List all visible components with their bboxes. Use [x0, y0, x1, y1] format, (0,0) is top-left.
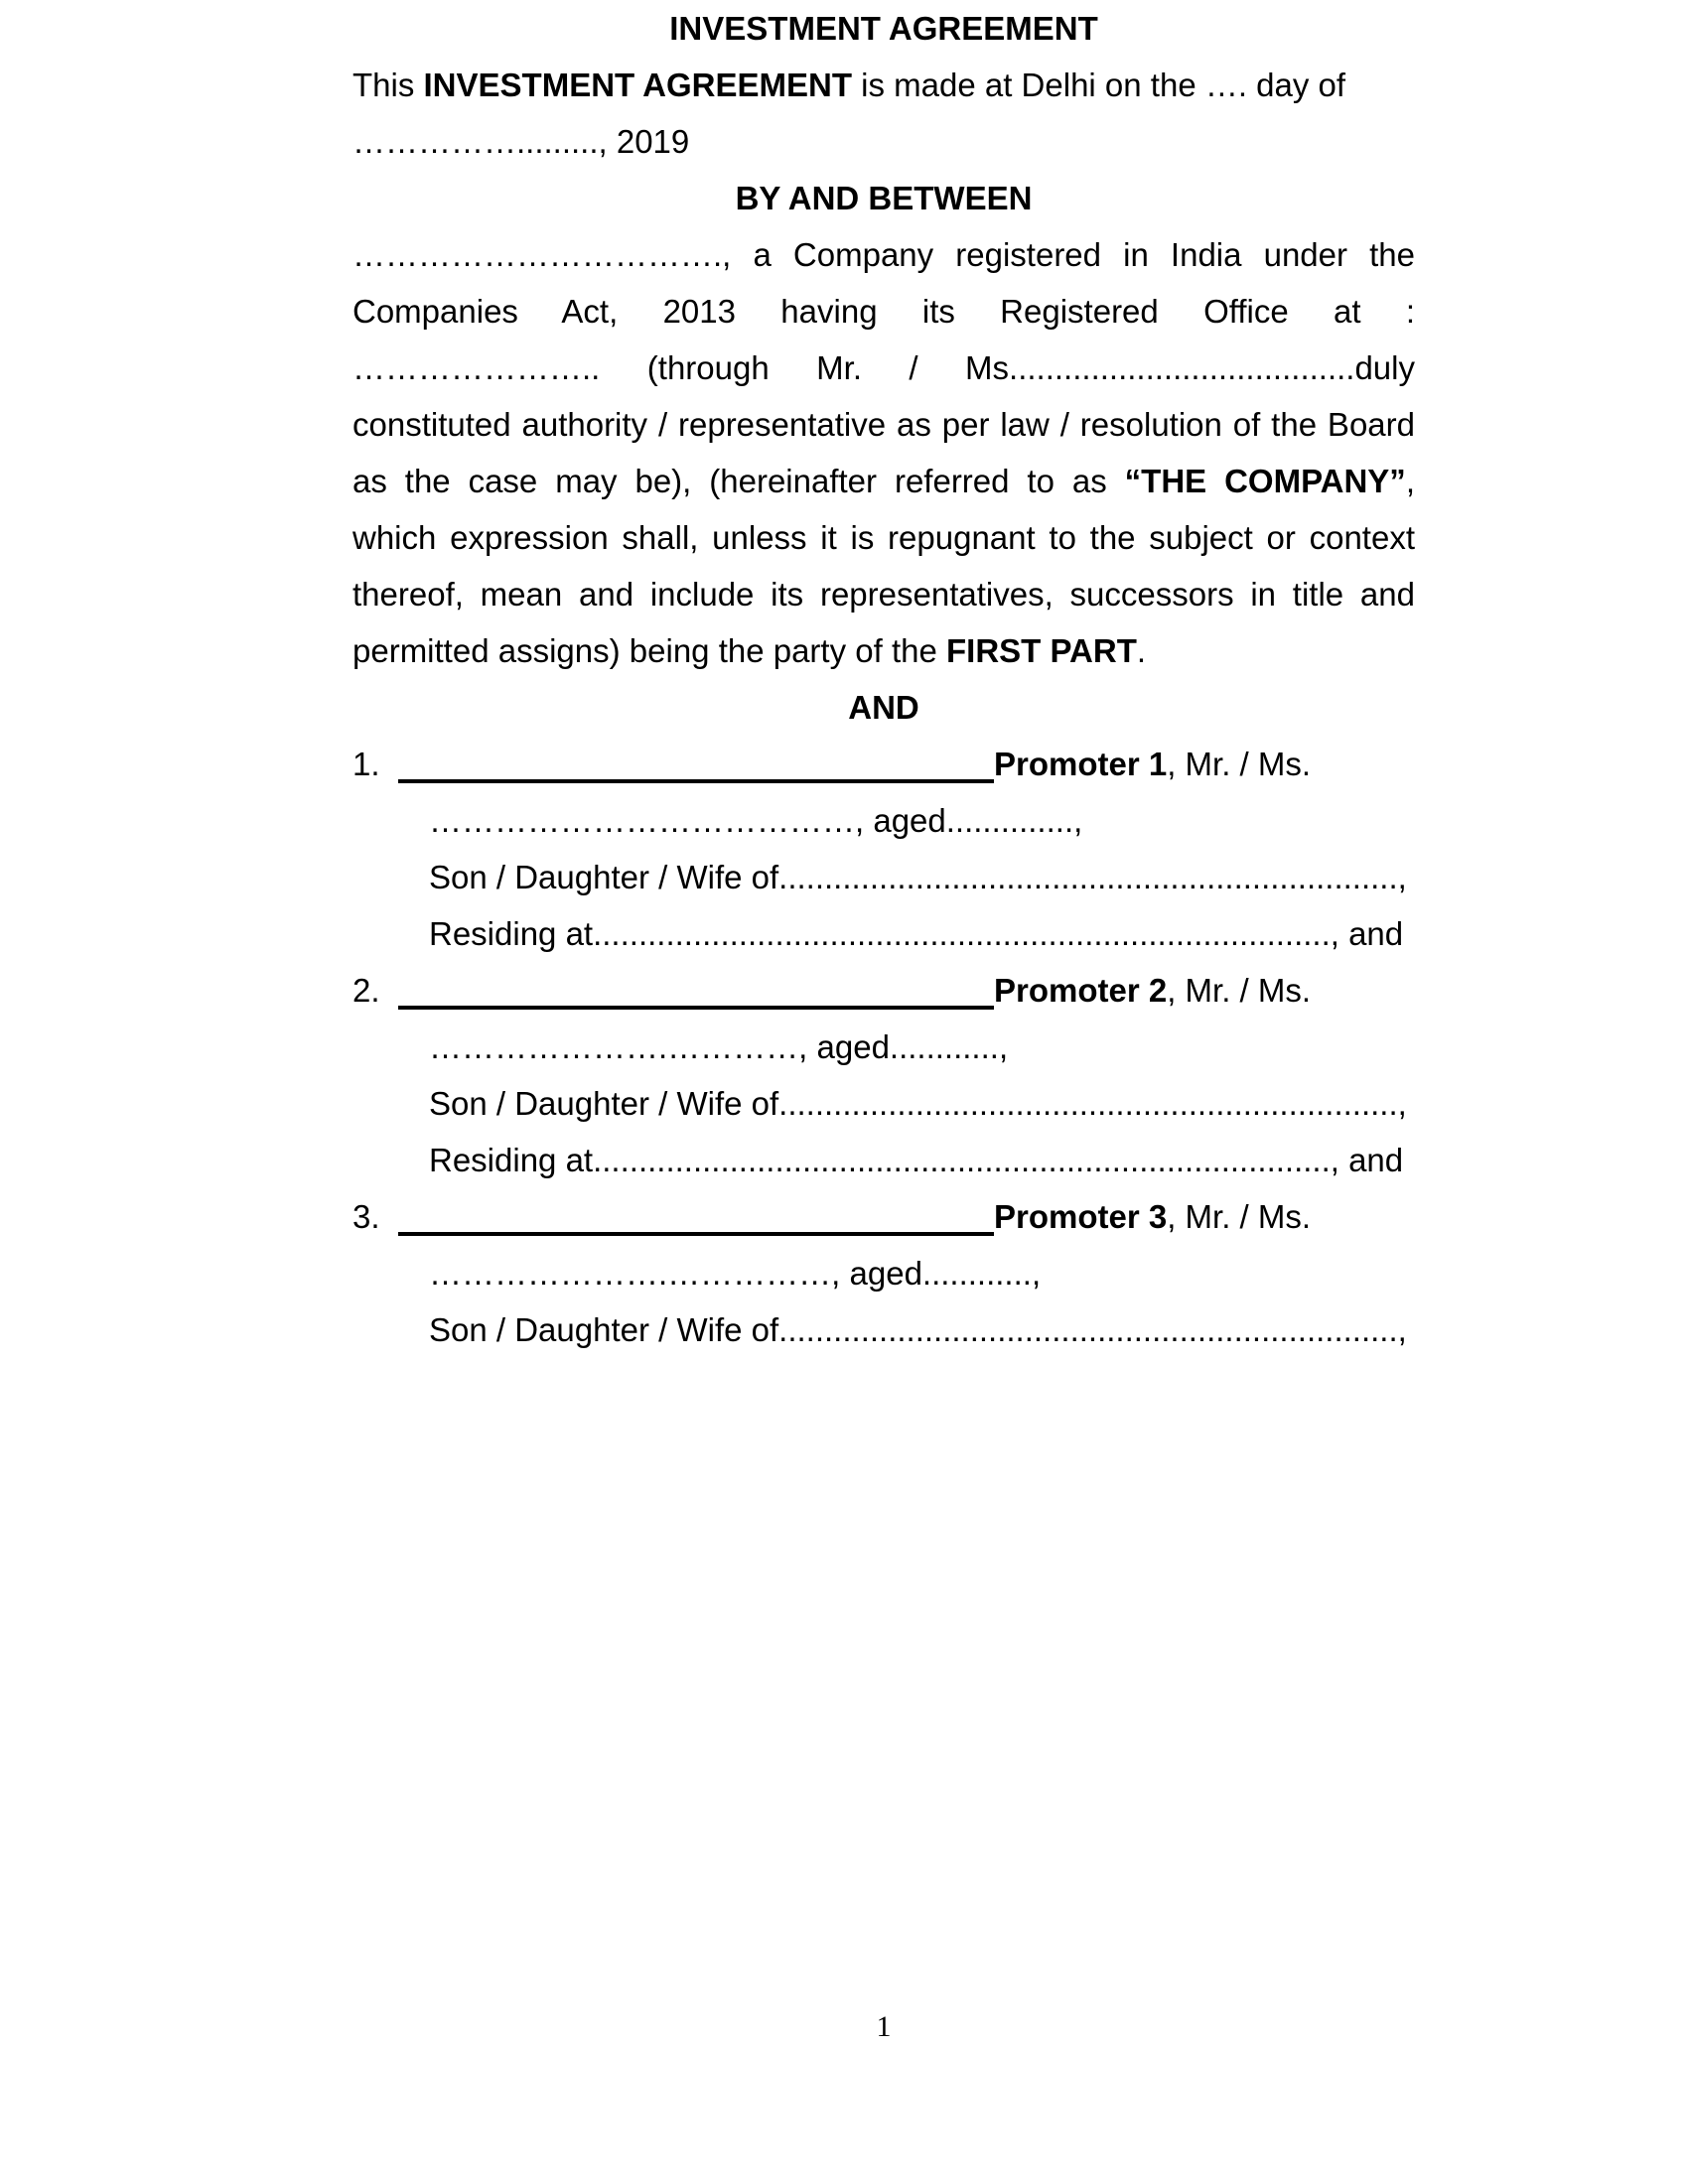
promoter-3-parent-line: Son / Daughter / Wife of....................................................................,: [429, 1311, 1407, 1348]
company-line-8: [352, 622, 1415, 679]
company-line-7: thereof, mean and include its representatives, successors in title and: [352, 576, 1415, 613]
promoter-3-label: Promoter 3: [994, 1198, 1168, 1235]
promoter-3-blank-field: [398, 1232, 994, 1236]
promoter-1-residing-line: Residing at................................................................................., and: [429, 915, 1404, 952]
company-line-4: constituted authority / representative as per law / resolution of the Board: [352, 406, 1415, 443]
intro-text-bold: INVESTMENT AGREEMENT: [423, 67, 852, 103]
promoter-3-heading: [352, 1188, 1415, 1245]
intro-text-post: is made at Delhi on the …. day of: [851, 67, 1346, 103]
intro-paragraph: [352, 57, 1415, 170]
company-line-5-post: ,: [1405, 463, 1415, 499]
promoter-1-heading: [352, 736, 1415, 792]
promoter-2-label-suffix: , Mr. / Ms.: [1167, 972, 1312, 1009]
company-line-3: ………………….. (through Mr. / Ms......................................duly: [352, 349, 1415, 386]
company-paragraph: [352, 226, 1415, 679]
promoter-item-2: [352, 962, 1415, 1188]
promoter-1-parent-line: Son / Daughter / Wife of....................................................................,: [429, 859, 1407, 895]
company-line-8-post: .: [1136, 632, 1147, 669]
promoter-2-residing-line: Residing at................................................................................., and: [429, 1142, 1404, 1178]
promoter-item-3: [352, 1188, 1415, 1358]
promoter-1-label-suffix: , Mr. / Ms.: [1167, 746, 1312, 782]
promoter-item-1: [352, 736, 1415, 962]
intro-date-line: ……………........., 2019: [352, 123, 690, 160]
first-part-bold: FIRST PART: [946, 632, 1137, 669]
company-line-8-pre: permitted assigns) being the party of the: [352, 632, 946, 669]
promoter-1-blank-field: [398, 779, 994, 783]
promoter-3-label-suffix: , Mr. / Ms.: [1167, 1198, 1312, 1235]
company-line-1: ……………………………., a Company registered in India under the: [352, 236, 1415, 273]
promoter-2-number: 2.: [352, 972, 380, 1009]
page-number: 1: [876, 2010, 892, 2043]
promoter-2-parent-line: Son / Daughter / Wife of....................................................................,: [429, 1085, 1407, 1122]
promoter-3-number: 3.: [352, 1198, 380, 1235]
intro-text-pre: This: [352, 67, 424, 103]
company-line-6: which expression shall, unless it is repugnant to the subject or context: [352, 519, 1415, 556]
company-name-bold: “THE COMPANY”: [1124, 463, 1406, 499]
document-body: [352, 0, 1415, 1358]
promoter-2-heading: [352, 962, 1415, 1019]
company-line-5: [352, 453, 1415, 509]
promoter-3-aged-line: ………………….……………, aged............,: [429, 1255, 1042, 1292]
company-line-5-pre: as the case may be), (hereinafter referred to as: [352, 463, 1125, 499]
promoter-2-label: Promoter 2: [994, 972, 1168, 1009]
company-line-2: Companies Act, 2013 having its Registered Office at :: [352, 293, 1415, 330]
promoter-1-number: 1.: [352, 746, 380, 782]
document-title: INVESTMENT AGREEMENT: [669, 10, 1098, 47]
heading-by-and-between: BY AND BETWEEN: [735, 180, 1033, 216]
promoter-1-label: Promoter 1: [994, 746, 1168, 782]
promoter-2-aged-line: ………………….…………, aged............,: [429, 1028, 1009, 1065]
heading-and: AND: [848, 689, 919, 726]
promoter-1-aged-line: …………………………………, aged..............,: [429, 802, 1083, 839]
promoter-2-blank-field: [398, 1006, 994, 1010]
